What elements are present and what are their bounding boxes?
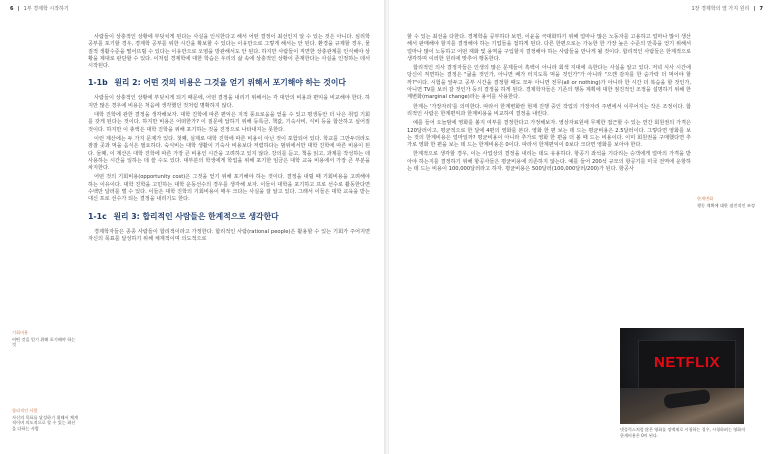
margin-note-term: 한계변화 xyxy=(697,196,714,201)
margin-note-definition: 자신의 목표를 달성하기 위해서 체계적이며 의도적으로 할 수 있는 최선을 다하는 사람 xyxy=(12,414,79,431)
paragraph: 경제학자들은 종종 사람들이 합리적이라고 가정한다. 합리적인 사람(rational people)은 활용할 수 있는 기회가 주어지면 자신의 목표를 달성하기 위해 체계적이며 의도적으로 xyxy=(88,228,370,242)
margin-note-rational-people xyxy=(12,408,78,431)
right-page-number: 7 xyxy=(759,6,763,12)
paragraph: 대학 진학에 관한 결정을 생각해보자. 대학 진학에 따른 편익은 지적 풍요로움을 얻을 수 있고 평생동안 더 나은 취업 기회를 갖게 된다는 것이다. 하지만 비용은 어떠한가? 이 질문에 답하기 위해 등록금, 책값, 기숙사비, 식비 등을 합산하고 싶어질 것이다. 하지만 이 총액은 대학 진학을 위해 포기하는 것을 진정으로 나타내지는 못한다. xyxy=(88,112,370,133)
paragraph: 어떤 것의 기회비용(opportunity cost)은 그것을 얻기 위해 포기해야 하는 것이다. 결정을 내릴 때 기회비용을 고려해야 하는 이유이다. 대학 진학을 고민하는 대학 운동선수의 경우를 생각해 보자. 이들이 대학을 포기하고 프로 선수로 활동한다면 수백만 달러를 벌 수 있다. 이들은 대학 진학의 기회비용이 매우 크다는 사실을 잘 알고 있다. 그래서 이들은 대학 교육을 받는 대신 프로 선수가 되는 결정을 내리기도 한다. xyxy=(88,174,370,203)
paragraph: 한계는 '가장자리'를 의미한다. 따라서 한계변화란 현재 진행 중인 작업의 가장자리 주변에서 이루어지는 작은 조정이다. 합리적인 사람은 한계편익과 한계비용을 비교하여 결정을 내린다. xyxy=(407,103,691,117)
netflix-logo: NETFLIX xyxy=(654,354,720,371)
section-title: 원리 2: 어떤 것의 비용은 그것을 얻기 위해서 포기해야 하는 것이다 xyxy=(114,78,346,88)
right-running-header xyxy=(691,5,763,12)
margin-note-opportunity-cost xyxy=(12,330,78,348)
section-title: 원리 3: 합리적인 사람들은 한계적으로 생각한다 xyxy=(113,211,279,221)
section-heading-1-1c xyxy=(88,212,370,222)
left-body-text xyxy=(88,34,370,245)
left-running-header xyxy=(10,5,69,12)
right-chapter-title: 경제학의 열 가지 원리 xyxy=(701,6,750,12)
right-chapter-label: 1장 xyxy=(691,6,700,12)
paragraph: 예를 들어 오늘밤에 영화를 볼지 여부를 결정한다고 가정해보자. 영상자료원에 무제한 접근할 수 있는 연간 회원권의 가격은 120달러이고, 평균적으로 한 달에 4편의 영화를 본다. 영화 한 편 보는 데 드는 평균비용은 2.5달러이다. 그렇다면 영화를 보는 것의 한계비용은 얼마일까? 평균비용이 아니라 추가로 영화 한 편을 더 볼 때 드는 비용이다. 이미 회원권을 구매했다면 추가로 영화 한 편을 보는 데 드는 한계비용은 0이다. 따라서 한계편익이 0보다 크다면 영화를 보아야 한다. xyxy=(407,120,691,149)
left-page xyxy=(0,0,384,454)
section-number: 1-1b xyxy=(88,78,108,88)
paragraph: 합리적인 의사 결정자들은 인생의 많은 문제들이 흑백이 아니라 회색 지대에 속한다는 사실을 알고 있다. 저녁 식사 시간에 당신이 직면하는 결정은 "굶을 것인가, 아니면 배가 터지도록 먹을 것인가"가 아니라 "으깬 감자를 한 숟가락 더 먹어야 할까?"이다. 시험을 앞두고 공부 시간을 결정할 때도 모두 아니면 전무(all or nothing)가 아니라 한 시간 더 복습을 할 것인가, 아니면 TV를 보러 갈 것인가 등의 결정을 하게 된다. 경제학자들은 기존의 행동 계획에 대한 점진적인 조정을 설명하기 위해 한계변화(marginal change)라는 용어를 사용한다. xyxy=(407,65,691,101)
margin-note-term: 기회비용 xyxy=(12,330,29,335)
paragraph: 할 수 있는 최선을 다한다. 경제학을 공부하다 보면, 이윤을 극대화하기 위해 얼마나 많은 노동자를 고용하고 얼마나 많이 생산해서 판매해야 할지를 결정해야 하는 기업들을 접하게 된다. 다른 한편으로는 가능한 한 가장 높은 수준의 만족을 얻기 위해서 얼마나 많이 노동하고 어떤 재화 및 용역을 구입할지 결정해야 하는 사람들을 만나게 될 것이다. 합리적인 사람들은 한계적으로 생각하며 이러한 원리에 맞추어 행동한다. xyxy=(407,34,691,62)
margin-note-definition: 행동 계획에 대한 점진적인 조정 xyxy=(697,202,755,208)
paragraph: 이런 계산에는 두 가지 문제가 있다. 첫째, 실제로 대학 진학에 따른 비용이 아닌 것이 포함되어 있다. 학교를 그만두더라도 잠잘 곳과 먹을 음식은 필요하다. 숙식비는 대학 생활이 기숙사 비용보다 저렴하다는 범위에서만 대학 진학에 따른 비용이 된다. 둘째, 이 계산은 대학 진학에 따른 가장 큰 비용인 시간을 고려하고 있지 않다. 강의를 듣고, 책을 읽고, 과제를 작성하는 데 사용하는 시간을 일하는 데 쓸 수도 있다. 대부분의 학생에게 학업을 위해 포기한 임금은 대학 교육 비용에서 가장 큰 부분을 차지한다. xyxy=(88,135,370,172)
left-part-label: 1부 xyxy=(23,6,32,12)
section-heading-1-1b xyxy=(88,78,370,88)
paragraph: 사람들이 상충적인 상황에 부딪치게 되기 때문에, 어떤 결정을 내리기 위해서는 각 대안의 비용과 편익을 비교해야 한다. 하지만 많은 경우에 비용은 처음에 생각했던 것처럼 명확하지 않다. xyxy=(88,95,370,109)
left-intro-paragraph: 사람들이 상충적인 상황에 부딪치게 된다는 사실을 인식한다고 해서 어떤 결정이 최선인지 알 수 있는 것은 아니다. 심리학 공부를 포기할 경우, 경제학 공부를 위한 시간을 확보할 수 있다는 이유만으로 그렇게 해서는 안 된다. 환경을 규제할 경우, 물질적 생활수준을 떨어뜨릴 수 있다는 이유만으로 오염을 방관해서도 안 된다. 하지만 사람들이 직면한 상충관계를 인식해야 상황을 제대로 판단할 수 있다. 이처럼 경제학에 대한 학습은 우리의 삶 속에 상충적인 상황이 존재한다는 사실을 인정하는 데서 시작된다. xyxy=(88,34,370,70)
left-page-number: 6 xyxy=(10,6,14,12)
netflix-tv-photo xyxy=(620,328,744,424)
margin-note-term: 합리적인 사람 xyxy=(12,408,38,413)
margin-note-definition: 어떤 것을 얻기 위해 포기해야 하는 것 xyxy=(12,336,76,348)
paragraph: 한계적으로 생각할 경우, 이는 사업상의 결정을 내리는 데도 유용하다. 항공기 좌석을 기다리는 승객에게 얼마의 가격을 받아야 하는지를 결정하기 위해 항공사들은 평균비용에 의존하지 않는다. 예를 들어 200석 규모의 항공기를 미국 전역에 운항하는 데 드는 비용이 100,000달러라고 하자. 평균비용은 500달러(100,000달러/200)가 된다. 항공사 xyxy=(407,151,691,173)
photo-caption: 넷플릭스처럼 많은 영화를 정액제로 시청하는 경우, 시청하려는 영화의 한계비용은 0이 된다. xyxy=(620,427,746,438)
left-part-title: 경제학 시작하기 xyxy=(33,6,69,12)
section-number: 1-1c xyxy=(88,211,107,221)
right-body-text xyxy=(407,34,691,175)
margin-note-marginal-change xyxy=(697,196,765,208)
